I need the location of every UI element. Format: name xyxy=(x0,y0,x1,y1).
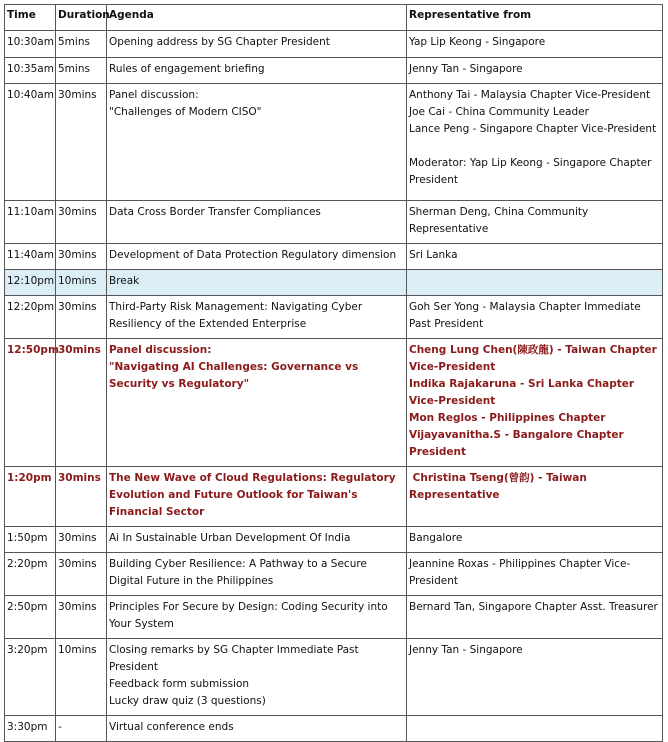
duration-cell: 30mins xyxy=(56,339,107,467)
agenda-cell xyxy=(107,467,407,527)
representative-cell-line: Moderator: Yap Lip Keong - Singapore Chapter President xyxy=(409,157,655,186)
table-row xyxy=(5,553,663,596)
agenda-cell xyxy=(107,296,407,339)
table-row xyxy=(5,467,663,527)
duration-cell: 5mins xyxy=(56,58,107,84)
agenda-cell-line: Ai In Sustainable Urban Development Of India xyxy=(109,532,351,544)
duration-cell: 30mins xyxy=(56,201,107,244)
representative-cell-line xyxy=(409,273,660,290)
duration-cell: 30mins xyxy=(56,527,107,553)
agenda-cell-line: Third-Party Risk Management: Navigating Cyber Resiliency of the Extended Enterprise xyxy=(109,301,366,330)
time-cell: 3:20pm xyxy=(5,639,56,716)
agenda-table xyxy=(4,4,663,742)
duration-cell: 30mins xyxy=(56,467,107,527)
representative-cell-line: Yap Lip Keong - Singapore xyxy=(409,36,546,48)
agenda-cell-line: Principles For Secure by Design: Coding Security into Your System xyxy=(109,601,392,630)
agenda-cell xyxy=(107,58,407,84)
representative-cell-line: Jenny Tan - Singapore xyxy=(409,63,523,75)
header-agenda: Agenda xyxy=(107,5,407,31)
time-cell: 12:20pm xyxy=(5,296,56,339)
agenda-cell xyxy=(107,553,407,596)
time-cell: 10:40am xyxy=(5,84,56,201)
duration-cell: 30mins xyxy=(56,84,107,201)
duration-cell: 5mins xyxy=(56,31,107,58)
representative-cell-line: Vijayavanitha.S - Bangalore Chapter President xyxy=(409,429,628,458)
representative-cell xyxy=(407,339,663,467)
table-row xyxy=(5,596,663,639)
representative-cell-line: Christina Tseng(曾韵) - Taiwan Representative xyxy=(409,472,591,501)
agenda-cell-line: Closing remarks by SG Chapter Immediate Past President xyxy=(109,644,362,673)
agenda-cell-line: "Navigating AI Challenges: Governance vs Security vs Regulatory" xyxy=(109,361,362,390)
header-duration: Duration xyxy=(56,5,107,31)
representative-cell-line xyxy=(409,719,660,736)
agenda-cell xyxy=(107,270,407,296)
table-row xyxy=(5,270,663,296)
agenda-cell xyxy=(107,201,407,244)
agenda-cell-line: Feedback form submission xyxy=(109,678,250,690)
agenda-cell-line: "Challenges of Modern CISO" xyxy=(109,106,262,118)
representative-cell xyxy=(407,270,663,296)
agenda-cell-line: Development of Data Protection Regulatory dimension xyxy=(109,249,397,261)
agenda-cell xyxy=(107,639,407,716)
table-row xyxy=(5,31,663,58)
representative-cell xyxy=(407,467,663,527)
time-cell: 10:35am xyxy=(5,58,56,84)
time-cell: 2:50pm xyxy=(5,596,56,639)
agenda-rows xyxy=(5,31,663,742)
agenda-cell-line: Panel discussion: xyxy=(109,344,212,356)
table-row xyxy=(5,339,663,467)
table-row xyxy=(5,296,663,339)
representative-cell-line: Jenny Tan - Singapore xyxy=(409,644,523,656)
duration-cell: 30mins xyxy=(56,296,107,339)
header-time: Time xyxy=(5,5,56,31)
agenda-cell-line: Data Cross Border Transfer Compliances xyxy=(109,206,321,218)
representative-cell xyxy=(407,244,663,270)
time-cell: 11:40am xyxy=(5,244,56,270)
agenda-cell-line: Lucky draw quiz (3 questions) xyxy=(109,695,266,707)
representative-cell-line: Lance Peng - Singapore Chapter Vice-President xyxy=(409,123,657,135)
representative-cell-line: Sherman Deng, China Community Representative xyxy=(409,206,592,235)
agenda-cell-line: Building Cyber Resilience: A Pathway to a Secure Digital Future in the Philippines xyxy=(109,558,371,587)
representative-cell-line: Bernard Tan, Singapore Chapter Asst. Treasurer xyxy=(409,601,658,613)
time-cell: 11:10am xyxy=(5,201,56,244)
representative-cell xyxy=(407,639,663,716)
representative-cell xyxy=(407,527,663,553)
agenda-cell xyxy=(107,339,407,467)
agenda-cell xyxy=(107,596,407,639)
representative-cell-line: Anthony Tai - Malaysia Chapter Vice-President xyxy=(409,89,651,101)
representative-cell xyxy=(407,716,663,742)
agenda-cell xyxy=(107,716,407,742)
representative-cell-line: Mon Reglos - Philippines Chapter xyxy=(409,412,606,424)
time-cell: 1:20pm xyxy=(5,467,56,527)
agenda-cell xyxy=(107,31,407,58)
duration-cell: 30mins xyxy=(56,553,107,596)
agenda-cell-line: Opening address by SG Chapter President xyxy=(109,36,330,48)
agenda-cell xyxy=(107,527,407,553)
representative-cell xyxy=(407,84,663,201)
time-cell: 1:50pm xyxy=(5,527,56,553)
table-row xyxy=(5,84,663,201)
representative-cell-line: Cheng Lung Chen(陳政龍) - Taiwan Chapter Vice-President xyxy=(409,344,661,373)
representative-cell-line: Sri Lanka xyxy=(409,249,458,261)
table-row xyxy=(5,201,663,244)
time-cell: 12:50pm xyxy=(5,339,56,467)
representative-cell xyxy=(407,596,663,639)
time-cell: 10:30am xyxy=(5,31,56,58)
representative-cell-line: Indika Rajakaruna - Sri Lanka Chapter Vice-President xyxy=(409,378,638,407)
table-row xyxy=(5,639,663,716)
agenda-cell-line: The New Wave of Cloud Regulations: Regulatory Evolution and Future Outlook for Taiwan's Financial Sector xyxy=(109,472,400,518)
table-row xyxy=(5,527,663,553)
agenda-cell-line: Break xyxy=(109,275,140,287)
table-row xyxy=(5,244,663,270)
representative-cell-line: Joe Cai - China Community Leader xyxy=(409,106,589,118)
agenda-cell-line: Panel discussion: xyxy=(109,89,199,101)
representative-cell-line: Goh Ser Yong - Malaysia Chapter Immediate Past President xyxy=(409,301,645,330)
duration-cell: 10mins xyxy=(56,639,107,716)
agenda-cell-line: Rules of engagement briefing xyxy=(109,63,265,75)
header-row xyxy=(5,5,663,31)
representative-cell xyxy=(407,58,663,84)
table-row xyxy=(5,58,663,84)
duration-cell: 30mins xyxy=(56,244,107,270)
agenda-cell-line: Virtual conference ends xyxy=(109,721,234,733)
table-row xyxy=(5,716,663,742)
duration-cell: 10mins xyxy=(56,270,107,296)
representative-cell xyxy=(407,201,663,244)
agenda-cell xyxy=(107,244,407,270)
duration-cell: - xyxy=(56,716,107,742)
representative-cell-line: Bangalore xyxy=(409,532,463,544)
time-cell: 12:10pm xyxy=(5,270,56,296)
time-cell: 3:30pm xyxy=(5,716,56,742)
representative-cell xyxy=(407,296,663,339)
representative-cell-line: Jeannine Roxas - Philippines Chapter Vice-President xyxy=(409,558,631,587)
agenda-cell xyxy=(107,84,407,201)
representative-cell xyxy=(407,553,663,596)
representative-cell-line xyxy=(409,138,660,155)
time-cell: 2:20pm xyxy=(5,553,56,596)
header-representative: Representative from xyxy=(407,5,663,31)
representative-cell xyxy=(407,31,663,58)
duration-cell: 30mins xyxy=(56,596,107,639)
